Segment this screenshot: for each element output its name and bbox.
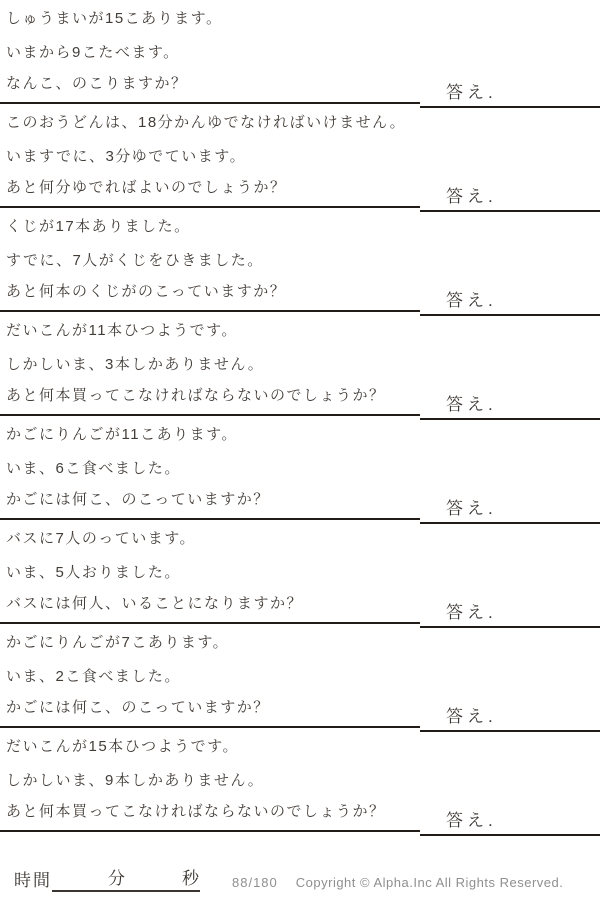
answer-area	[420, 78, 600, 108]
answer-area	[420, 182, 600, 212]
problem-line: このおうどんは、18分かんゆでなければいけません。	[6, 113, 407, 131]
question-row	[6, 796, 594, 832]
question-text: かごには何こ、のこっていますか？	[0, 696, 420, 728]
problem-line: バスに7人のっています。	[6, 529, 196, 547]
answer-label: 答え.	[446, 83, 497, 102]
answer-label: 答え.	[446, 603, 497, 622]
answer-blank[interactable]	[497, 499, 600, 519]
answer-label: 答え.	[446, 395, 497, 414]
problem-block-4	[6, 312, 594, 416]
problem-line: しかしいま、9本しかありません。	[6, 771, 265, 789]
answer-blank[interactable]	[497, 707, 600, 727]
answer-area	[420, 806, 600, 836]
copyright-text: Copyright © Alpha.Inc All Rights Reserved.	[295, 875, 564, 890]
problem-line: くじが17本ありました。	[6, 217, 191, 235]
problem-line: しゅうまいが15こあります。	[6, 9, 223, 27]
answer-blank[interactable]	[497, 395, 600, 415]
answer-label: 答え.	[446, 187, 497, 206]
question-row	[6, 692, 594, 728]
answer-area	[420, 598, 600, 628]
question-row	[6, 276, 594, 312]
answer-label: 答え.	[446, 291, 497, 310]
answer-label: 答え.	[446, 811, 497, 830]
minutes-label: 分	[108, 869, 126, 888]
problem-line: すでに、7人がくじをひきました。	[6, 251, 264, 269]
question-text: なんこ、のこりますか？	[0, 72, 420, 104]
answer-label: 答え.	[446, 707, 497, 726]
answer-blank[interactable]	[497, 291, 600, 311]
question-text: あと何本買ってこなければならないのでしょうか？	[0, 800, 420, 832]
problem-line: しかしいま、3本しかありません。	[6, 355, 265, 373]
question-text: あと何本のくじがのこっていますか？	[0, 280, 420, 312]
answer-label: 答え.	[446, 499, 497, 518]
answer-area	[420, 390, 600, 420]
problem-line: いま、5人おりました。	[6, 563, 181, 581]
problem-line: だいこんが11本ひつようです。	[6, 321, 238, 339]
problem-line: いま、2こ食べました。	[6, 667, 181, 685]
problem-block-5	[6, 416, 594, 520]
problem-line: いますでに、3分ゆでています。	[6, 147, 247, 165]
seconds-label: 秒	[182, 869, 200, 888]
problem-block-6	[6, 520, 594, 624]
problem-line: いま、6こ食べました。	[6, 459, 181, 477]
problem-block-3	[6, 208, 594, 312]
question-row	[6, 172, 594, 208]
problem-line: かごにりんごが7こあります。	[6, 633, 230, 651]
problem-line: だいこんが15本ひつようです。	[6, 737, 239, 755]
question-text: バスには何人、いることになりますか？	[0, 592, 420, 624]
problem-block-7	[6, 624, 594, 728]
footer	[6, 864, 594, 892]
time-group	[14, 864, 200, 892]
time-line	[52, 864, 200, 892]
answer-area	[420, 702, 600, 732]
problem-block-8	[6, 728, 594, 832]
answer-blank[interactable]	[497, 83, 600, 103]
problem-line: いまから9こたべます。	[6, 43, 180, 61]
question-row	[6, 484, 594, 520]
minutes-blank[interactable]	[52, 871, 108, 889]
page-indicator: 88/180	[232, 875, 278, 890]
answer-blank[interactable]	[497, 187, 600, 207]
problem-block-1	[6, 0, 594, 104]
problem-block-2	[6, 104, 594, 208]
answer-blank[interactable]	[497, 603, 600, 623]
time-label: 時間	[14, 871, 52, 890]
question-row	[6, 588, 594, 624]
question-text: あと何本買ってこなければならないのでしょうか？	[0, 384, 420, 416]
question-text: かごには何こ、のこっていますか？	[0, 488, 420, 520]
question-row	[6, 380, 594, 416]
answer-area	[420, 494, 600, 524]
question-row	[6, 68, 594, 104]
seconds-blank[interactable]	[126, 871, 182, 889]
problem-line: かごにりんごが11こあります。	[6, 425, 238, 443]
answer-area	[420, 286, 600, 316]
answer-blank[interactable]	[497, 811, 600, 831]
question-text: あと何分ゆでればよいのでしょうか？	[0, 176, 420, 208]
